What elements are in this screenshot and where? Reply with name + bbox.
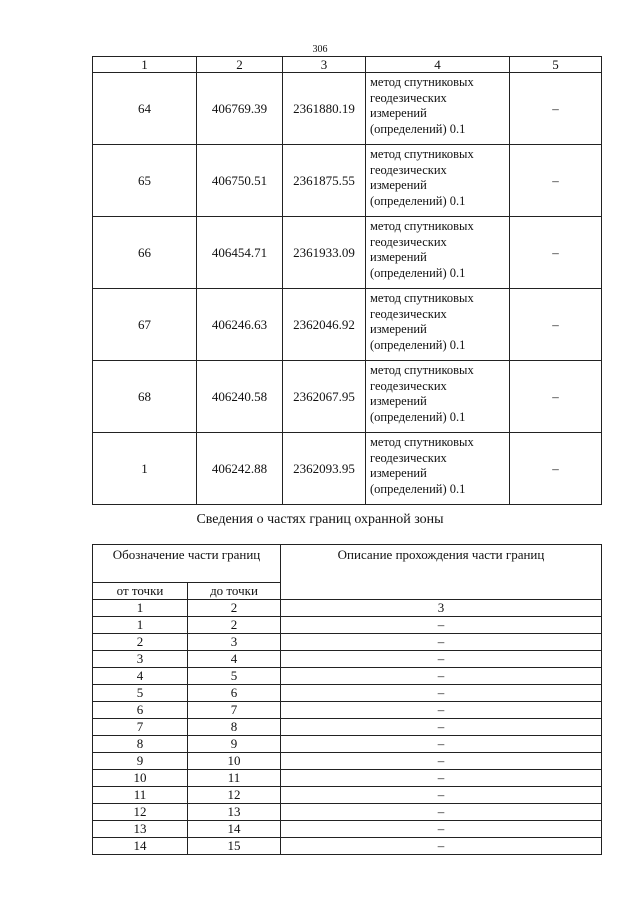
method-line: метод спутниковых: [370, 219, 474, 233]
table-row: [93, 787, 602, 804]
method-cell: [366, 217, 510, 289]
method-line: измерений: [370, 322, 427, 336]
from-point-cell: 9: [93, 753, 188, 770]
method-line: метод спутниковых: [370, 75, 474, 89]
method-line: (определений) 0.1: [370, 121, 466, 136]
page-number: 306: [312, 44, 328, 55]
table-row: [93, 804, 602, 821]
y-coordinate-cell: 2361880.19: [283, 73, 366, 145]
table-row: [93, 821, 602, 838]
header-cell: 1: [93, 57, 197, 73]
description-cell: –: [281, 651, 602, 668]
x-coordinate-cell: 406769.39: [197, 73, 283, 145]
table-header-row: [93, 545, 602, 583]
header-cell: 5: [510, 57, 602, 73]
description-cell: –: [281, 719, 602, 736]
method-line: (определений) 0.1: [370, 337, 466, 352]
header-cell: 4: [366, 57, 510, 73]
method-cell: [366, 73, 510, 145]
description-cell: –: [281, 617, 602, 634]
from-point-cell: 13: [93, 821, 188, 838]
method-line: измерений: [370, 178, 427, 192]
description-cell: –: [281, 821, 602, 838]
header-description: Описание прохождения части границ: [281, 545, 602, 600]
from-point-cell: 1: [93, 617, 188, 634]
method-line: измерений: [370, 466, 427, 480]
to-point-cell: 4: [188, 651, 281, 668]
to-point-cell: 7: [188, 702, 281, 719]
header-from: от точки: [93, 583, 188, 600]
method-cell: [366, 361, 510, 433]
x-coordinate-cell: 406240.58: [197, 361, 283, 433]
method-line: геодезических: [370, 378, 447, 393]
table-row: [93, 651, 602, 668]
to-point-cell: 5: [188, 668, 281, 685]
method-line: измерений: [370, 250, 427, 264]
to-point-cell: 12: [188, 787, 281, 804]
description-cell: –: [281, 736, 602, 753]
description-cell: –: [281, 770, 602, 787]
section-caption: Сведения о частях границ охранной зоны: [196, 512, 444, 527]
column-number: 2: [188, 600, 281, 617]
point-number-cell: 66: [93, 217, 197, 289]
table-row: [93, 719, 602, 736]
x-coordinate-cell: 406246.63: [197, 289, 283, 361]
description-cell: –: [281, 804, 602, 821]
to-point-cell: 15: [188, 838, 281, 855]
method-line: (определений) 0.1: [370, 409, 466, 424]
from-point-cell: 2: [93, 634, 188, 651]
description-cell: –: [281, 753, 602, 770]
method-line: метод спутниковых: [370, 435, 474, 449]
from-point-cell: 14: [93, 838, 188, 855]
note-cell: –: [510, 289, 602, 361]
table-row: [93, 736, 602, 753]
method-line: геодезических: [370, 450, 447, 465]
method-line: метод спутниковых: [370, 291, 474, 305]
method-cell: [366, 289, 510, 361]
x-coordinate-cell: 406454.71: [197, 217, 283, 289]
to-point-cell: 11: [188, 770, 281, 787]
description-cell: –: [281, 685, 602, 702]
from-point-cell: 4: [93, 668, 188, 685]
table-row: [93, 770, 602, 787]
method-line: геодезических: [370, 234, 447, 249]
table-row: [93, 289, 602, 361]
table-row: [93, 838, 602, 855]
from-point-cell: 3: [93, 651, 188, 668]
method-line: геодезических: [370, 90, 447, 105]
column-number: 3: [281, 600, 602, 617]
table-row: [93, 73, 602, 145]
to-point-cell: 10: [188, 753, 281, 770]
description-cell: –: [281, 838, 602, 855]
point-number-cell: 67: [93, 289, 197, 361]
to-point-cell: 2: [188, 617, 281, 634]
note-cell: –: [510, 217, 602, 289]
coordinates-table: [92, 56, 602, 505]
table-row: [93, 217, 602, 289]
method-line: (определений) 0.1: [370, 481, 466, 496]
to-point-cell: 6: [188, 685, 281, 702]
method-line: измерений: [370, 394, 427, 408]
y-coordinate-cell: 2362067.95: [283, 361, 366, 433]
method-cell: [366, 145, 510, 217]
from-point-cell: 7: [93, 719, 188, 736]
to-point-cell: 8: [188, 719, 281, 736]
method-line: (определений) 0.1: [370, 265, 466, 280]
method-line: метод спутниковых: [370, 147, 474, 161]
description-cell: –: [281, 702, 602, 719]
method-line: метод спутниковых: [370, 363, 474, 377]
note-cell: –: [510, 73, 602, 145]
method-cell: [366, 433, 510, 505]
from-point-cell: 12: [93, 804, 188, 821]
point-number-cell: 65: [93, 145, 197, 217]
column-number: 1: [93, 600, 188, 617]
table-row: [93, 668, 602, 685]
to-point-cell: 3: [188, 634, 281, 651]
note-cell: –: [510, 433, 602, 505]
table-header-row: [93, 57, 602, 73]
y-coordinate-cell: 2362046.92: [283, 289, 366, 361]
method-line: измерений: [370, 106, 427, 120]
method-line: геодезических: [370, 162, 447, 177]
description-cell: –: [281, 668, 602, 685]
header-cell: 3: [283, 57, 366, 73]
table-row: [93, 634, 602, 651]
from-point-cell: 10: [93, 770, 188, 787]
table-row: [93, 433, 602, 505]
y-coordinate-cell: 2361933.09: [283, 217, 366, 289]
boundary-parts-table: [92, 544, 602, 855]
table-row: [93, 361, 602, 433]
column-number-row: [93, 600, 602, 617]
to-point-cell: 13: [188, 804, 281, 821]
from-point-cell: 8: [93, 736, 188, 753]
description-cell: –: [281, 787, 602, 804]
point-number-cell: 68: [93, 361, 197, 433]
method-line: геодезических: [370, 306, 447, 321]
from-point-cell: 5: [93, 685, 188, 702]
point-number-cell: 64: [93, 73, 197, 145]
y-coordinate-cell: 2361875.55: [283, 145, 366, 217]
to-point-cell: 9: [188, 736, 281, 753]
table-row: [93, 145, 602, 217]
header-cell: 2: [197, 57, 283, 73]
from-point-cell: 6: [93, 702, 188, 719]
table-row: [93, 617, 602, 634]
table-row: [93, 702, 602, 719]
point-number-cell: 1: [93, 433, 197, 505]
x-coordinate-cell: 406750.51: [197, 145, 283, 217]
table-row: [93, 685, 602, 702]
method-line: (определений) 0.1: [370, 193, 466, 208]
to-point-cell: 14: [188, 821, 281, 838]
x-coordinate-cell: 406242.88: [197, 433, 283, 505]
header-to: до точки: [188, 583, 281, 600]
table-row: [93, 753, 602, 770]
description-cell: –: [281, 634, 602, 651]
from-point-cell: 11: [93, 787, 188, 804]
note-cell: –: [510, 145, 602, 217]
note-cell: –: [510, 361, 602, 433]
header-part: Обозначение части границ: [93, 545, 281, 583]
y-coordinate-cell: 2362093.95: [283, 433, 366, 505]
